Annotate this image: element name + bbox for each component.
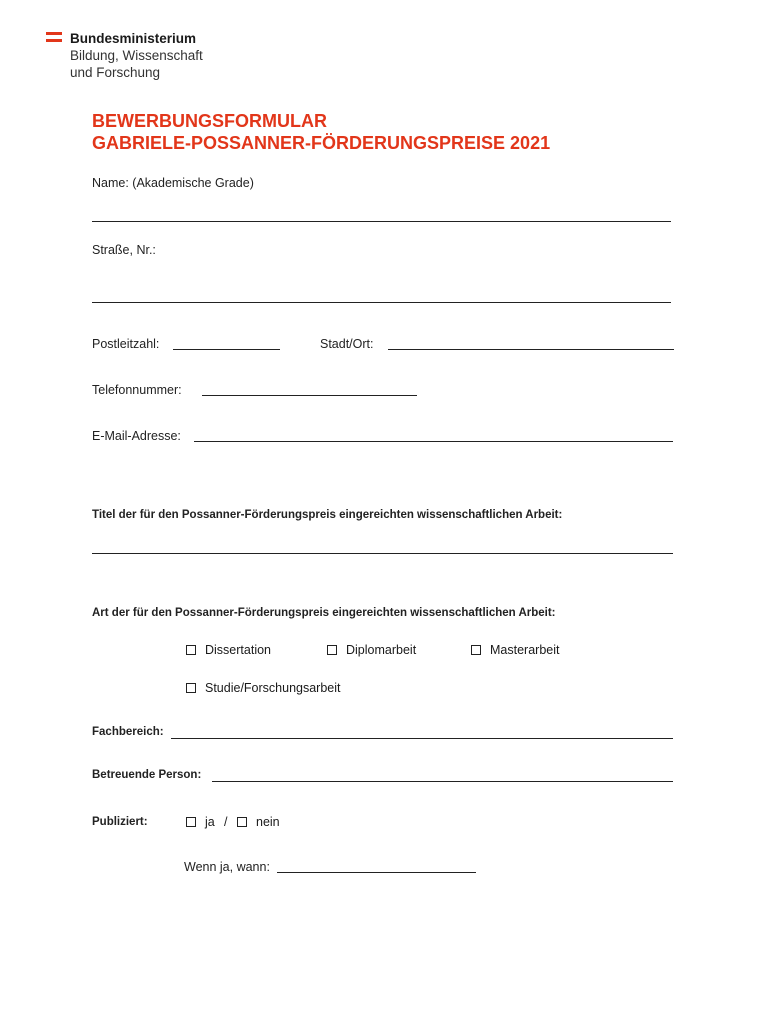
- street-field[interactable]: [92, 302, 671, 303]
- ministry-name-line1: Bundesministerium: [70, 31, 197, 46]
- email-label: E-Mail-Adresse:: [92, 429, 181, 443]
- published-when-label: Wenn ja, wann:: [184, 860, 270, 874]
- postal-field[interactable]: [173, 349, 280, 350]
- option-masterarbeit[interactable]: [471, 643, 559, 657]
- option-masterarbeit-label: Masterarbeit: [490, 643, 560, 657]
- supervisor-field[interactable]: [212, 781, 673, 782]
- phone-label: Telefonnummer:: [92, 383, 182, 397]
- subject-label: Fachbereich:: [92, 726, 164, 738]
- checkbox-icon: [327, 645, 337, 655]
- form-title-line2: GABRIELE-POSSANNER-FÖRDERUNGSPREISE 2021: [92, 133, 551, 153]
- published-no[interactable]: [237, 815, 280, 829]
- ministry-name-line3: und Forschung: [70, 65, 161, 80]
- option-diplomarbeit[interactable]: [327, 643, 416, 657]
- published-yes-label: ja: [205, 815, 215, 829]
- ministry-name-line2: Bildung, Wissenschaft: [70, 48, 203, 63]
- published-when-field[interactable]: [277, 872, 476, 873]
- austrian-flag-icon: [46, 32, 62, 46]
- name-label: Name: (Akademische Grade): [92, 176, 254, 190]
- form-title: [92, 110, 550, 154]
- city-field[interactable]: [388, 349, 674, 350]
- subject-field[interactable]: [171, 738, 673, 739]
- option-dissertation-label: Dissertation: [205, 643, 271, 657]
- email-field[interactable]: [194, 441, 673, 442]
- published-label: Publiziert:: [92, 816, 148, 828]
- published-separator: /: [224, 815, 228, 829]
- phone-field[interactable]: [202, 395, 417, 396]
- ministry-name: [70, 30, 290, 81]
- option-dissertation[interactable]: [186, 643, 271, 657]
- checkbox-icon: [186, 817, 196, 827]
- work-title-label: Titel der für den Possanner-Förderungspreis eingereichten wissenschaftlichen Arbeit:: [92, 509, 563, 521]
- postal-label: Postleitzahl:: [92, 337, 160, 351]
- option-diplomarbeit-label: Diplomarbeit: [346, 643, 417, 657]
- published-no-label: nein: [256, 815, 280, 829]
- checkbox-icon: [237, 817, 247, 827]
- published-yes[interactable]: [186, 815, 215, 829]
- name-field[interactable]: [92, 221, 671, 222]
- work-type-label: Art der für den Possanner-Förderungspreis eingereichten wissenschaftlichen Arbeit:: [92, 607, 556, 619]
- checkbox-icon: [471, 645, 481, 655]
- supervisor-label: Betreuende Person:: [92, 769, 202, 781]
- option-studie[interactable]: [186, 681, 341, 695]
- option-studie-label: Studie/Forschungsarbeit: [205, 681, 341, 695]
- checkbox-icon: [186, 683, 196, 693]
- checkbox-icon: [186, 645, 196, 655]
- street-label: Straße, Nr.:: [92, 243, 156, 257]
- work-title-field[interactable]: [92, 553, 673, 554]
- form-title-line1: BEWERBUNGSFORMULAR: [92, 111, 327, 131]
- city-label: Stadt/Ort:: [320, 337, 374, 351]
